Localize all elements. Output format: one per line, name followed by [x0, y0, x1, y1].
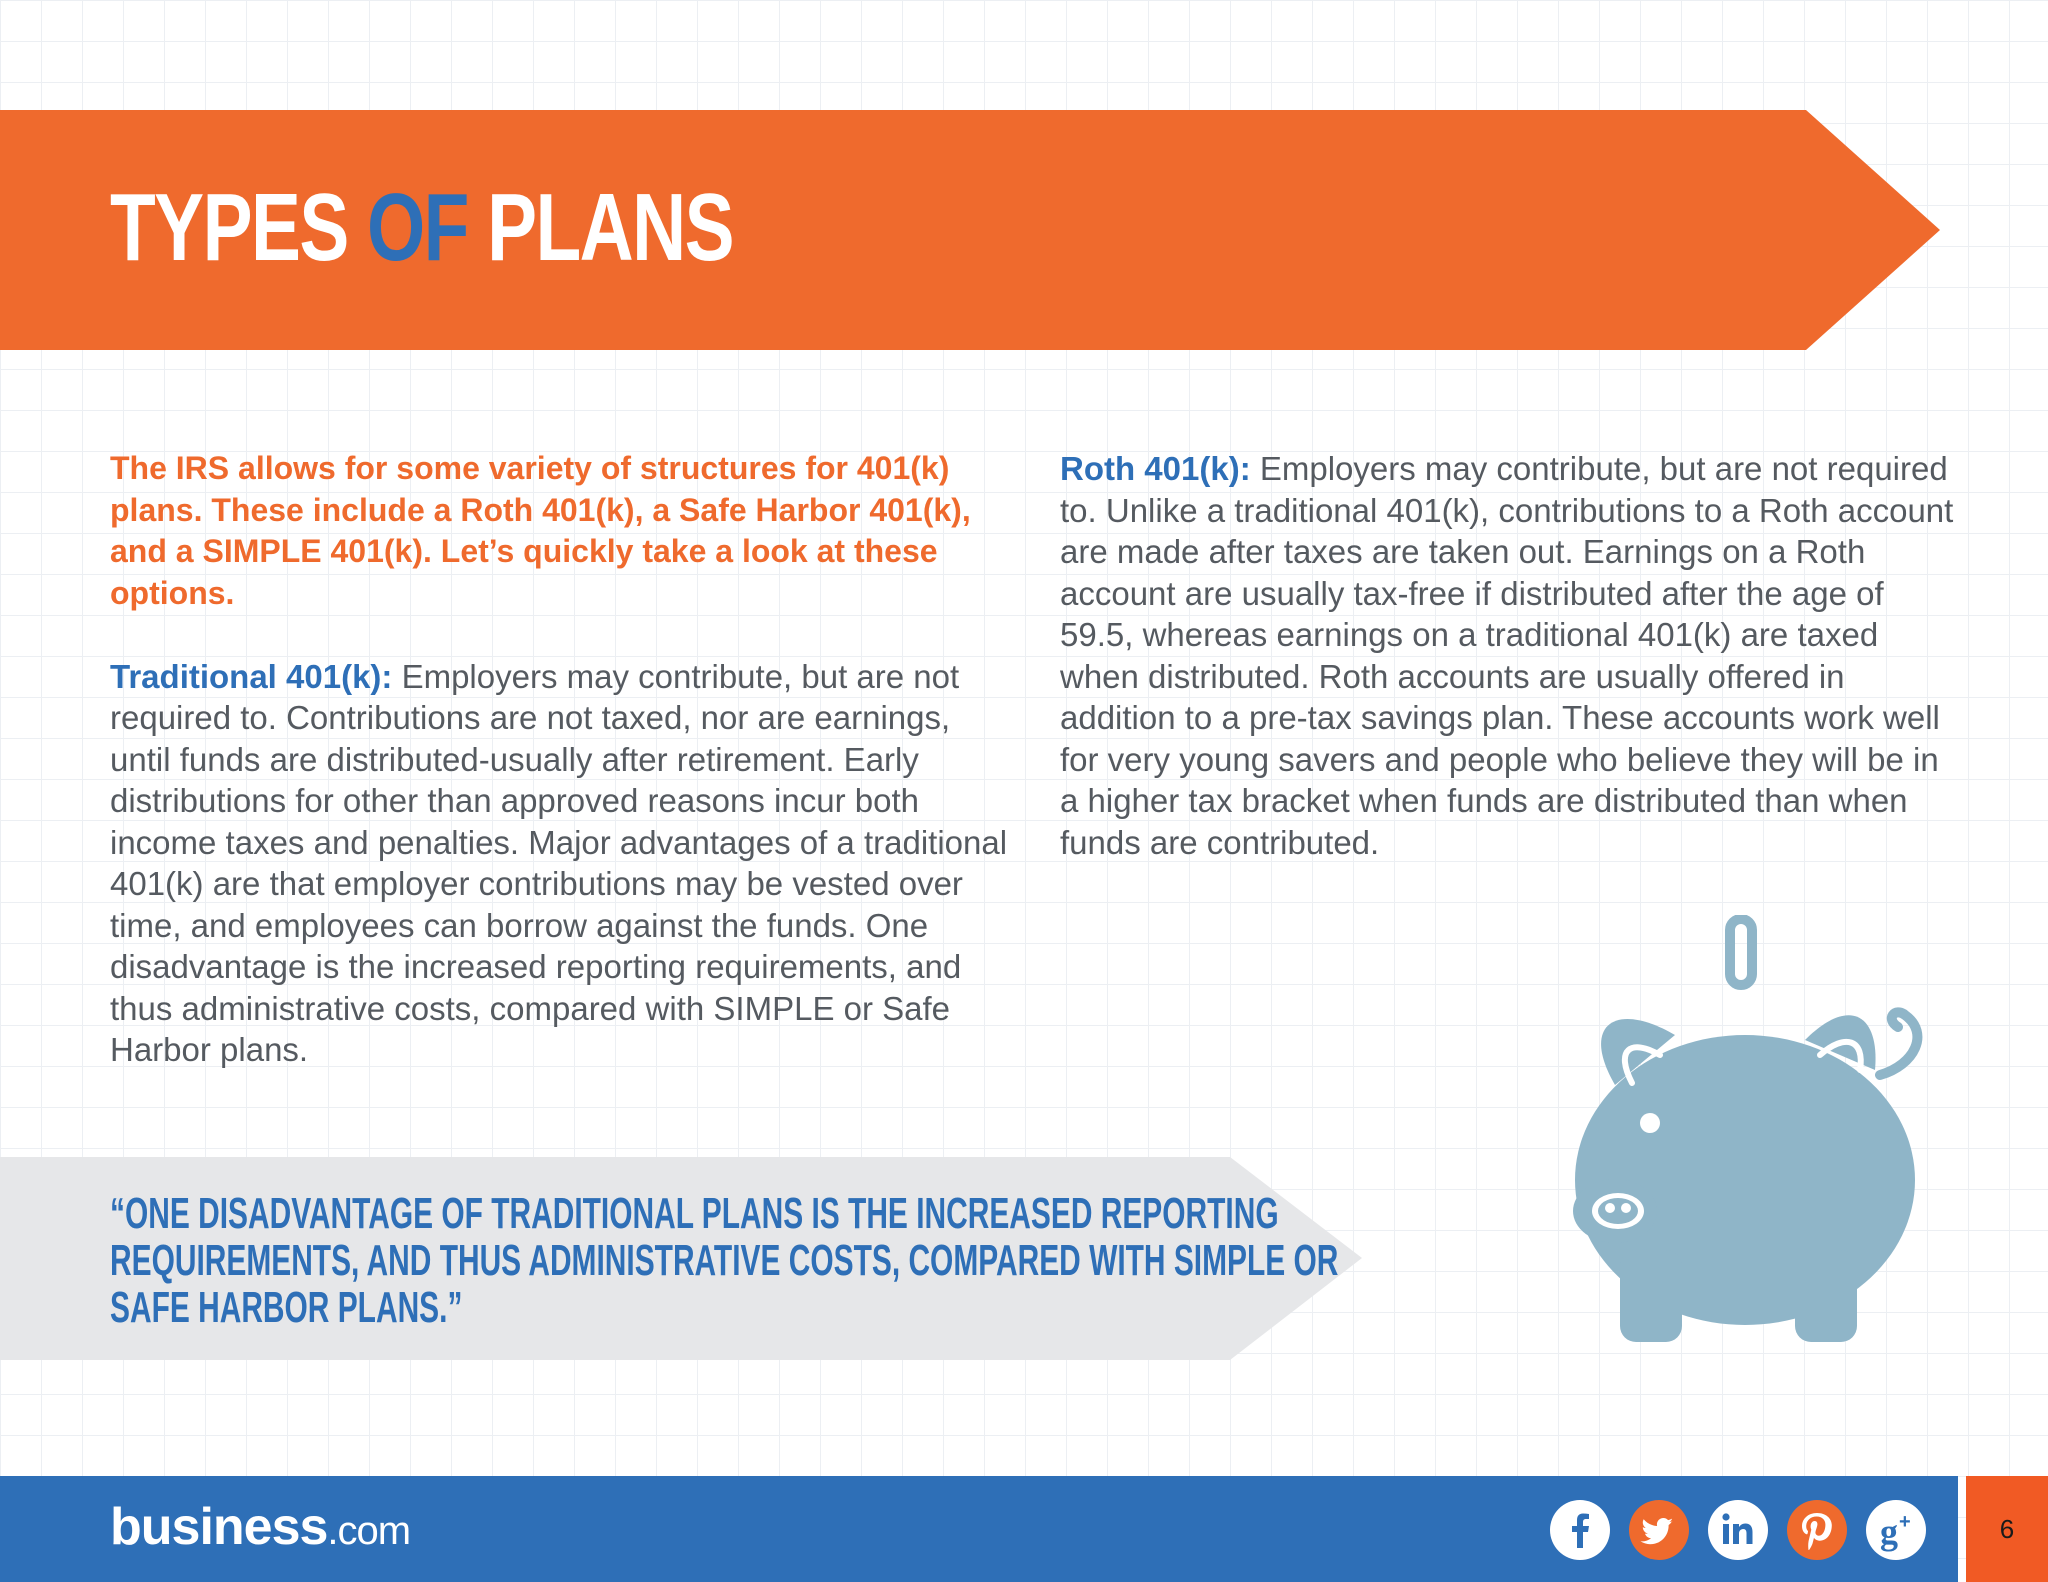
facebook-icon[interactable]: [1550, 1500, 1610, 1560]
quote-line: REQUIREMENTS, AND THUS ADMINISTRATIVE COSTS, COMPARED WITH SIMPLE OR: [110, 1236, 1339, 1285]
roth-text: Employers may contribute, but are not required to. Unlike a traditional 401(k), contributions to a Roth account are made after taxes are taken out. Earnings on a Roth account are usually tax-free if distributed after the age of 59.5, whereas earnings on a traditional 401(k) are taxed when distributed. Roth accounts are usually offered in addition to a pre-tax savings plan. These accounts work well for very young savers and people who believe they will be in a higher tax bracket when funds are distributed than when funds are contributed.: [1060, 450, 1954, 861]
business-logo[interactable]: business.com: [110, 1498, 411, 1556]
page-number: 6: [1966, 1476, 2048, 1582]
left-column: [110, 448, 1010, 1071]
twitter-icon[interactable]: [1629, 1500, 1689, 1560]
linkedin-icon[interactable]: [1708, 1500, 1768, 1560]
roth-paragraph: [1060, 448, 1960, 863]
quote-line: SAFE HARBOR PLANS.”: [110, 1283, 463, 1332]
google-plus-icon[interactable]: [1866, 1500, 1926, 1560]
svg-text:+: +: [1899, 1511, 1911, 1533]
traditional-paragraph: [110, 656, 1010, 1071]
quote-line: “ONE DISADVANTAGE OF TRADITIONAL PLANS IS THE INCREASED REPORTING: [110, 1189, 1279, 1238]
pinterest-icon[interactable]: [1787, 1500, 1847, 1560]
roth-label: Roth 401(k):: [1060, 450, 1251, 487]
title-accent: OF: [366, 174, 468, 281]
page-title: TYPES OF PLANS: [110, 174, 734, 281]
intro-paragraph: The IRS allows for some variety of structures for 401(k) plans. These include a Roth 401(k), a Safe Harbor 401(k), and a SIMPLE 401(k). Let’s quickly take a look at these options.: [110, 450, 971, 611]
piggy-bank-icon: [1520, 915, 1950, 1365]
pull-quote: [110, 1189, 1339, 1332]
traditional-text: Employers may contribute, but are not required to. Contributions are not taxed, nor are earnings, until funds are distributed-usually after retirement. Early distributions for other than approved reasons incur both income taxes and penalties. Major advantages of a traditional 401(k) are that employer contributions may be vested over time, and employees can borrow against the funds. One disadvantage is the increased reporting requirements, and thus administrative costs, compared with SIMPLE or Safe Harbor plans.: [110, 657, 1008, 1068]
traditional-label: Traditional 401(k):: [110, 657, 393, 695]
svg-text:g: g: [1880, 1512, 1898, 1552]
right-column: [1060, 448, 1960, 863]
